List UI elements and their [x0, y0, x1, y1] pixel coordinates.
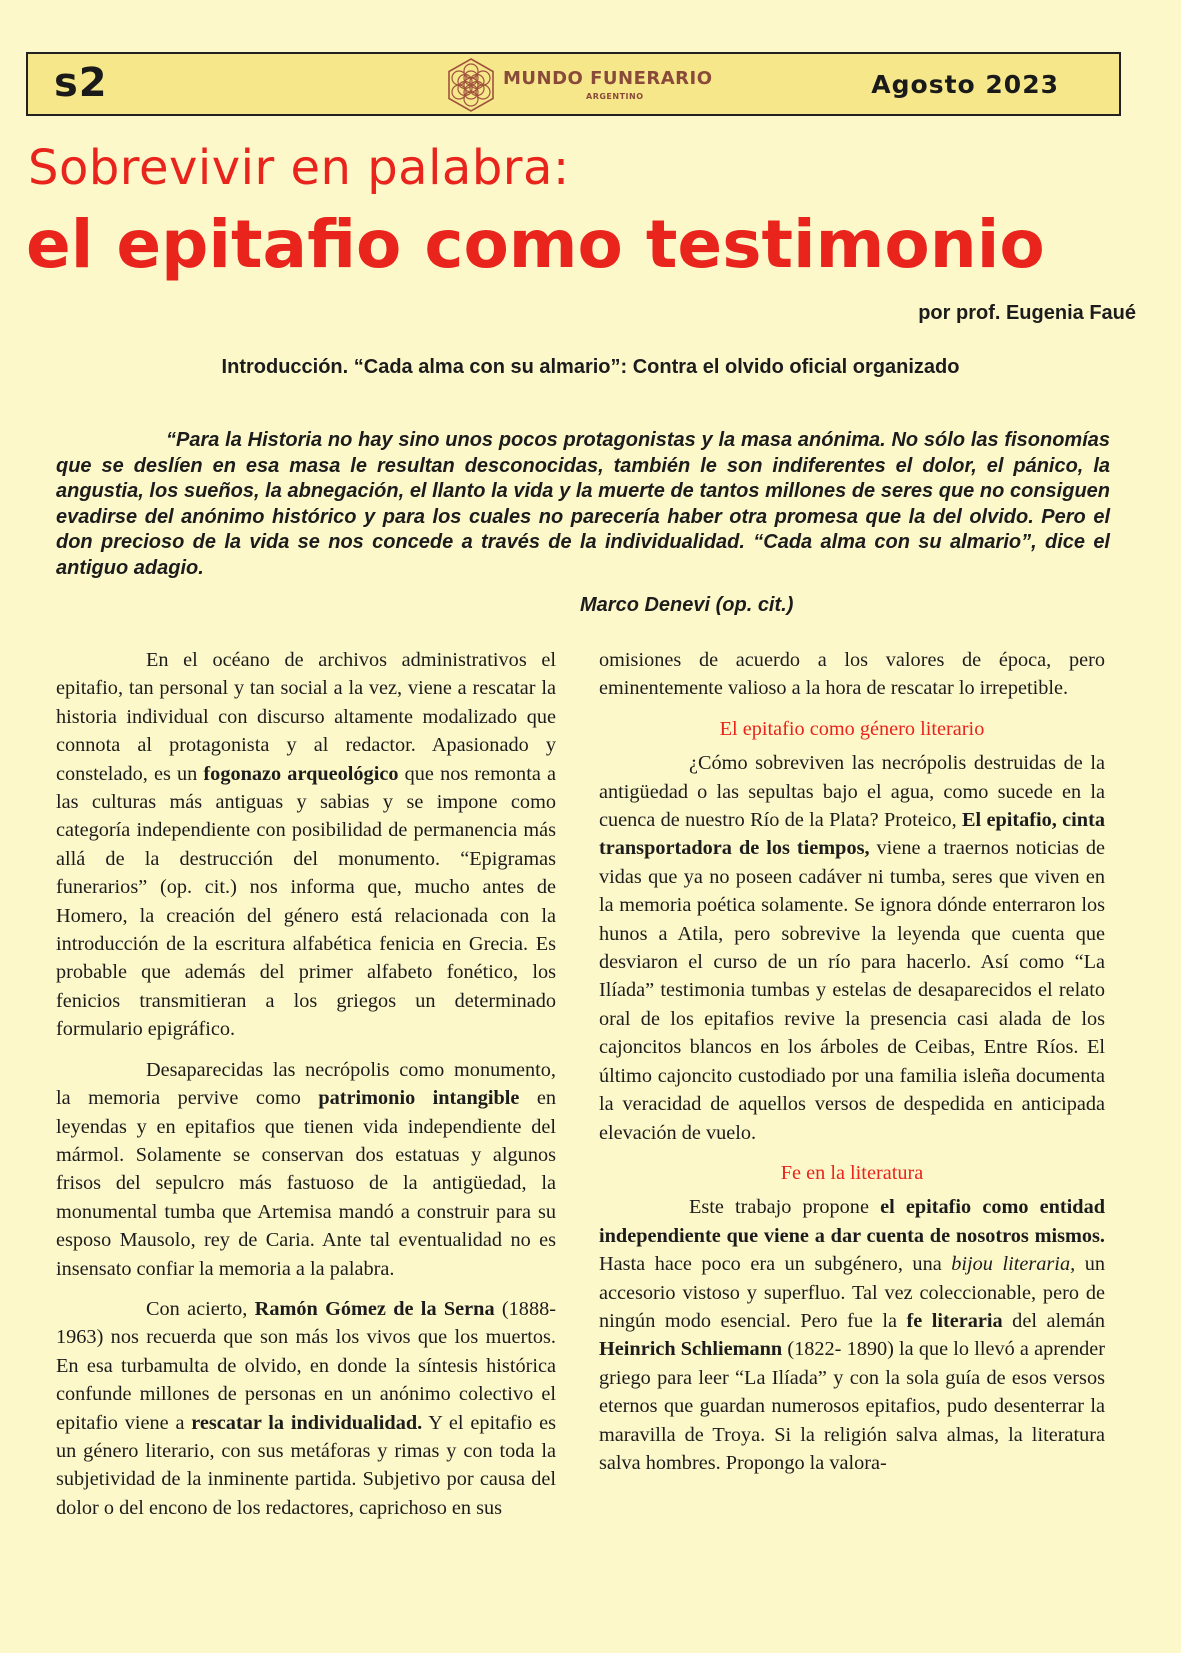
page-header [26, 52, 1121, 116]
body-paragraph [599, 749, 1105, 1147]
text-run: Y el epitafio es un género literario, con sus metáforas y rimas y con toda la subjetividad de la inminente partida. Subjetivo por causa del dolor o del encono de los redactores, caprichoso en sus [56, 1411, 556, 1519]
epigraph-quote: “Para la Historia no hay sino unos pocos protagonistas y la masa anónima. No sólo las fisonomías que se deslíen en esa masa le resultan desconocidas, también le son indiferentes el dolor, el pánico, la angustia, los sueños, la abnegación, el llanto la vida y la muerte de tantos millones de seres que no consiguen evadirse del anónimo histórico y para los cuales no parecería haber otra promesa que la del olvido. Pero el don precioso de la vida se nos concede a través de la individualidad. “Cada alma con su almario”, dice el antiguo adagio. [56, 429, 1110, 579]
logo-subtitle: ARGENTINO [586, 92, 644, 101]
text-run: viene a traernos noticias de vidas que ya no poseen cadáver ni tumba, seres que viven en la memoria poética solamente. Se ignora dónde enterraron los hunos a Atila, pero sobrevive la leyenda que cuenta que desviaron el curso de un río para hacerlo. Así como “La Ilíada” testimonia tumbas y estelas de desaparecidos el relato oral de los epitafios revive la presencia casi alada de los cajoncitos blancos en los árboles de Ceibas, Entre Ríos. El último cajoncito custodiado por una familia isleña documenta la veracidad de aquellos versos de despedida en anticipada elevación de vuelo. [599, 837, 1105, 1144]
bold-phrase: rescatar la individualidad. [191, 1411, 423, 1434]
bold-phrase: fe literaria [906, 1309, 1003, 1332]
left-column [56, 646, 556, 1534]
text-run: (1888-1963) nos recuerda que son más los vivos que los muertos. En esa turbamulta de olvido, en donde la síntesis histórica confunde millones de personas en un anónimo colectivo el epitafio viene a [56, 1297, 556, 1434]
body-paragraph [56, 1295, 556, 1522]
text-run: Desaparecidas las necrópolis como monumento, la memoria pervive como [56, 1058, 556, 1110]
flower-of-life-icon [443, 56, 499, 114]
logo-wordmark: MUNDO FUNERARIO [503, 68, 713, 89]
text-run: Este trabajo propone [689, 1196, 881, 1219]
text-run: ¿Cómo sobreviven las necrópolis destruidas de la antigüedad o las sepultas bajo el agua, como sucede en la cuenca de nuestro Río de la Plata? Proteico, [599, 752, 1105, 832]
section-heading: El epitafio como género literario [719, 717, 985, 740]
right-column [599, 646, 1105, 1489]
bold-phrase: El epitafio, cinta transportadora de los tiempos, [599, 809, 1105, 860]
page-number: s2 [54, 60, 108, 106]
body-paragraph [56, 1056, 556, 1283]
bold-phrase: el epitafio como entidad independiente que viene a dar cuenta de nosotros mismos. [599, 1196, 1105, 1247]
publication-logo [443, 56, 743, 114]
issue-date: Agosto 2023 [871, 70, 1059, 99]
text-run: En el océano de archivos administrativos el epitafio, tan personal y tan social a la vez, viene a rescatar la historia individual con discurso altamente modalizado que connota al protagonista y al redactor. Apasionado y constelado, es un [56, 649, 556, 785]
body-paragraph: omisiones de acuerdo a los valores de época, pero eminentemente valioso a la hora de rescatar lo irrepetible. [599, 649, 1105, 700]
text-run: del alemán [1002, 1309, 1105, 1332]
author-byline: por prof. Eugenia Faué [918, 302, 1136, 324]
text-run: Con acierto, [146, 1297, 255, 1320]
bold-phrase: fogonazo arqueológico [203, 762, 399, 785]
body-paragraph [56, 646, 556, 1044]
article-title-line1: Sobrevivir en palabra: [28, 140, 570, 196]
text-run: en leyendas y en epitafios que tienen vida independiente del mármol. Solamente se conservan dos estatuas y algunos frisos del sepulcro más fastuoso de la antigüedad, la monumental tumba que Artemisa mandó a construir para su esposo Mausolo, rey de Caria. Ante tal eventualidad no es insensato confiar la memoria a la palabra. [56, 1087, 556, 1280]
text-run: que nos remonta a las culturas más antiguas y sabias y se impone como categoría independiente con posibilidad de permanencia más allá de la destrucción del monumento. “Epigramas funerarios” (op. cit.) nos informa que, mucho antes de Homero, la creación del género está relacionada con la introducción de la escritura alfabética fenicia en Grecia. Es probable que además del primer alfabeto fonético, los fenicios transmitieran a los griegos un determinado formulario epigráfico. [56, 762, 556, 1041]
article-title-line2: el epitafio como testimonio [26, 206, 1045, 283]
intro-heading: Introducción. “Cada alma con su almario”: Contra el olvido oficial organizado [221, 356, 960, 378]
bold-phrase: Ramón Gómez de la Serna [254, 1297, 495, 1320]
text-run: (1822- 1890) la que lo llevó a aprender griego para leer “La Ilíada” y con la sola guía de esos versos eternos que guardan numerosos epitafios, pudo desenterrar la maravilla de Troya. Si la religión salva almas, la literatura salva hombres. Propongo la valora- [599, 1338, 1106, 1474]
text-run: un accesorio vistoso y superfluo. Tal vez coleccionable, pero de ningún modo esencial. Pero fue la [599, 1253, 1105, 1332]
text-run: Hasta hace poco era un subgénero, una [599, 1253, 952, 1276]
bold-phrase: Heinrich Schliemann [599, 1338, 783, 1361]
body-paragraph [599, 1193, 1105, 1477]
quote-attribution: Marco Denevi (op. cit.) [580, 594, 794, 616]
section-heading: Fe en la literatura [780, 1161, 924, 1184]
bold-phrase: patrimonio intangible [318, 1087, 520, 1110]
italic-phrase: bijou literaria, [951, 1253, 1076, 1276]
